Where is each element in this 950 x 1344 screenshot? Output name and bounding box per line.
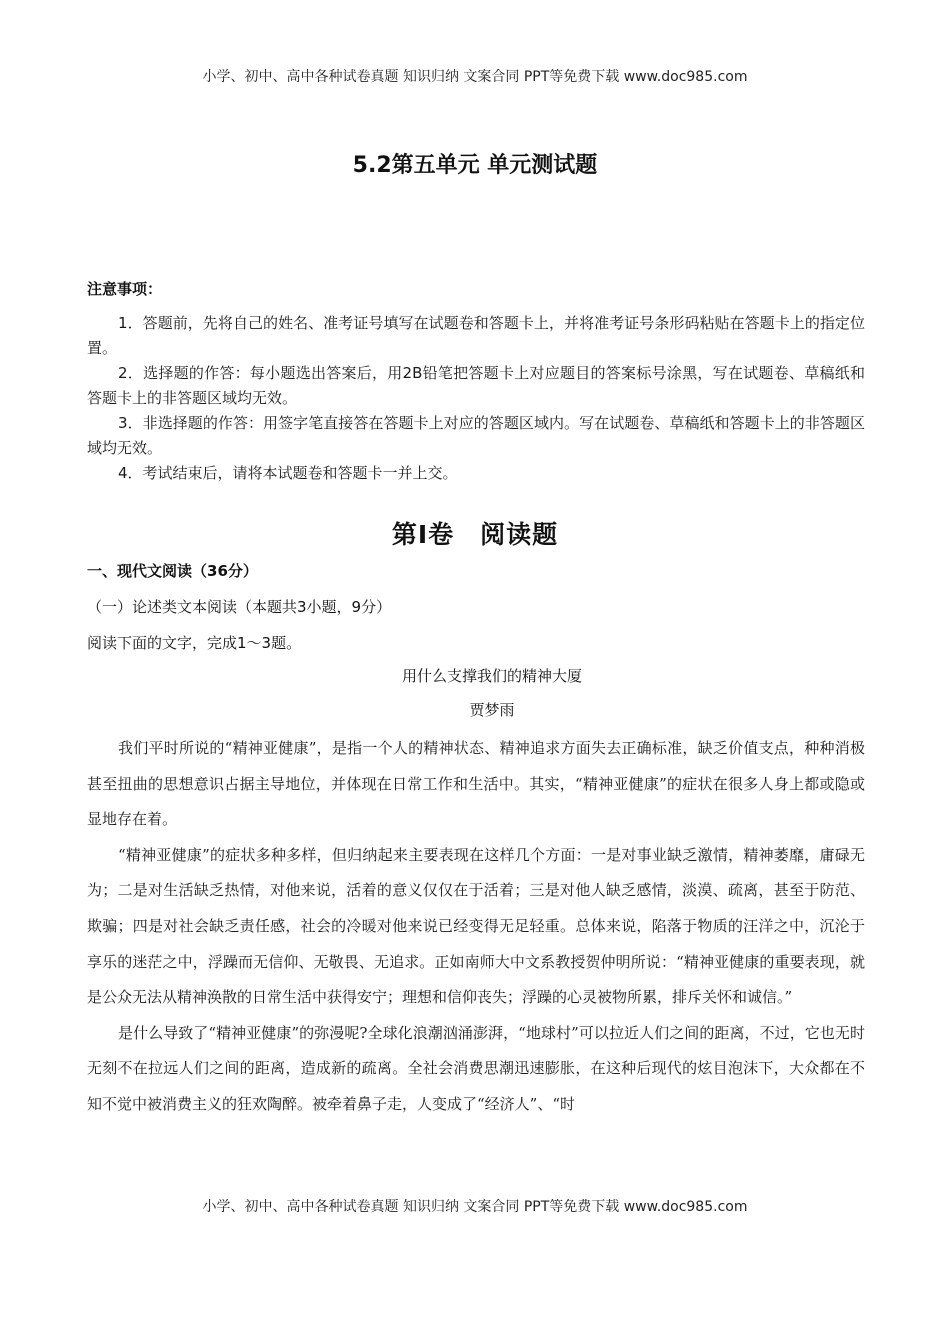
note-item: 2．选择题的作答：每小题选出答案后，用2B铅笔把答题卡上对应题目的答案标号涂黑，写在试题卷、草稿纸和答题卡上的非答题区域均无效。 bbox=[87, 364, 865, 407]
article-paragraph: 是什么导致了“精神亚健康”的弥漫呢?全球化浪潮汹涌澎湃，“地球村”可以拉近人们之间的距离，不过，它也无时无刻不在拉远人们之间的距离，造成新的疏离。全社会消费思潮迅速膨胀，在这种后现代的炫目泡沫下，大众都在不知不觉中被消费主义的狂欢陶醉。被牵着鼻子走，人变成了“经济人”、“时 bbox=[87, 1023, 865, 1113]
notes-heading: 注意事项： bbox=[87, 280, 163, 298]
notes-list bbox=[87, 311, 865, 486]
volume-title: 第Ⅰ卷 阅读题 bbox=[391, 520, 559, 549]
section-subheading: （一）论述类文本阅读（本题共3小题，9分） bbox=[87, 598, 392, 616]
article-body bbox=[87, 731, 865, 1123]
page-title: 5.2第五单元 单元测试题 bbox=[352, 153, 598, 178]
article-title: 用什么支撑我们的精神大厦 bbox=[401, 667, 582, 685]
page-footer: 小学、初中、高中各种试卷真题 知识归纳 文案合同 PPT等免费下载 www.doc985.com bbox=[202, 1199, 748, 1215]
article-paragraph: “精神亚健康”的症状多种多样，但归纳起来主要表现在这样几个方面：一是对事业缺乏激情，精神萎靡，庸碌无为；二是对生活缺乏热情，对他来说，活着的意义仅仅在于活着；三是对他人缺乏感情，淡漠、疏离，甚至于防范、欺骗；四是对社会缺乏责任感，社会的冷暖对他来说已经变得无足轻重。总体来说，陷落于物质的汪洋之中，沉沦于享乐的迷茫之中，浮躁而无信仰、无敬畏、无追求。正如南师大中文系教授贺仲明所说：“精神亚健康的重要表现，就是公众无法从精神涣散的日常生活中获得安宁；理想和信仰丧失；浮躁的心灵被物所累，排斥关怀和诚信。” bbox=[87, 845, 865, 1007]
article-paragraph: 我们平时所说的“精神亚健康”，是指一个人的精神状态、精神追求方面失去正确标准，缺乏价值支点，种种消极甚至扭曲的思想意识占据主导地位，并体现在日常工作和生活中。其实，“精神亚健康”的症状在很多人身上都或隐或显地存在着。 bbox=[87, 739, 865, 829]
section-heading: 一、现代文阅读（36分） bbox=[87, 562, 258, 580]
note-item: 4．考试结束后，请将本试题卷和答题卡一并上交。 bbox=[118, 464, 458, 482]
page-header: 小学、初中、高中各种试卷真题 知识归纳 文案合同 PPT等免费下载 www.doc985.com bbox=[202, 69, 748, 85]
article-author: 贾梦雨 bbox=[469, 701, 515, 719]
note-item: 1．答题前，先将自己的姓名、准考证号填写在试题卷和答题卡上，并将准考证号条形码粘贴在答题卡上的指定位置。 bbox=[87, 314, 865, 357]
section-instruction: 阅读下面的文字，完成1～3题。 bbox=[87, 634, 302, 652]
note-item: 3．非选择题的作答：用签字笔直接答在答题卡上对应的答题区域内。写在试题卷、草稿纸和答题卡上的非答题区域均无效。 bbox=[87, 414, 865, 457]
